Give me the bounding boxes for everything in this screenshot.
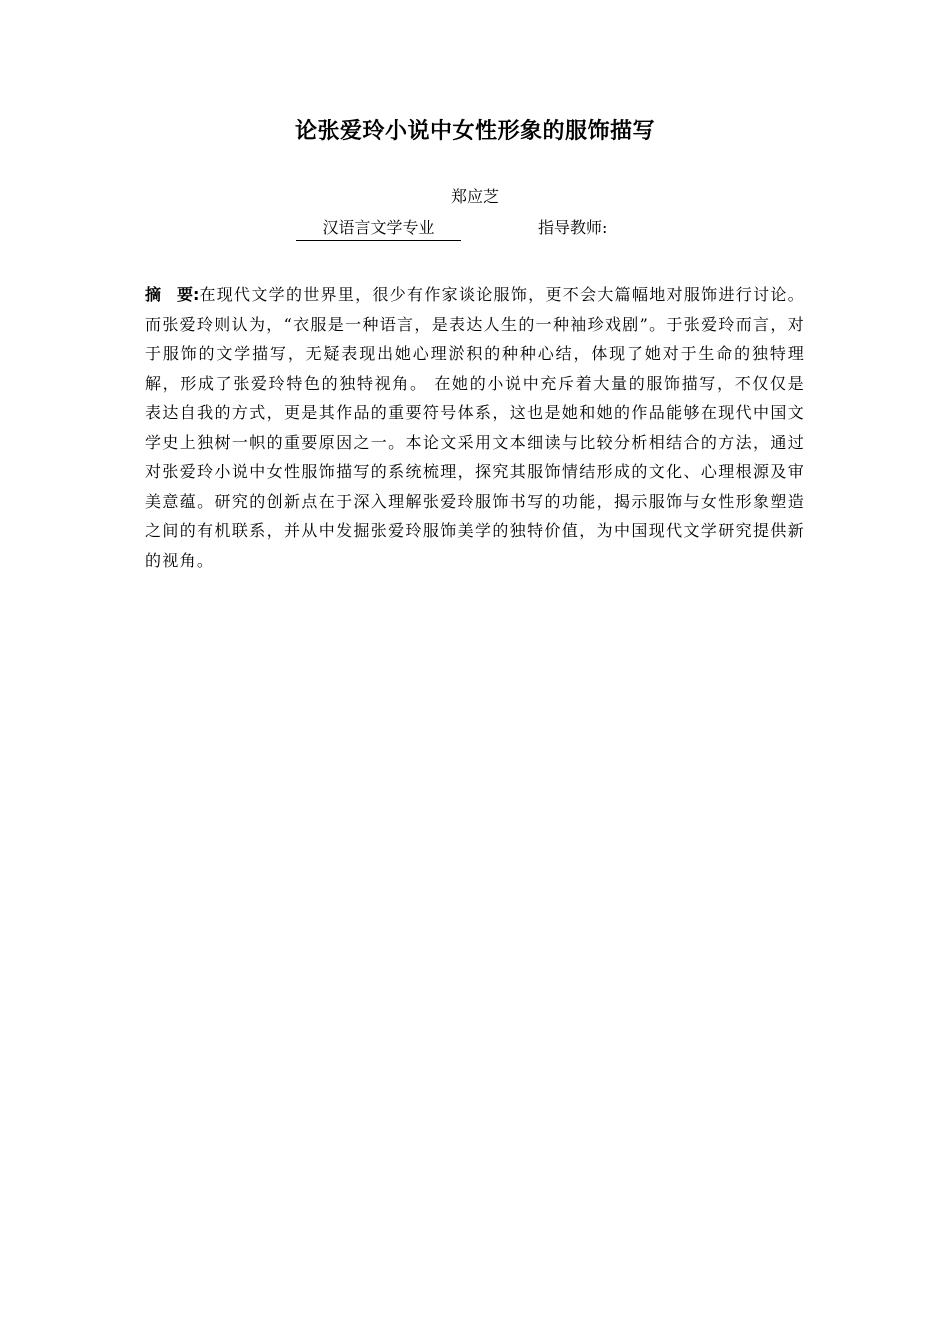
paper-title: 论张爱玲小说中女性形象的服饰描写 (294, 119, 655, 144)
author-meta-row (0, 216, 950, 242)
abstract-label (145, 285, 199, 304)
abstract-label-char1: 摘 (145, 285, 162, 304)
advisor-label: 指导教师: (538, 218, 608, 237)
author-name: 郑应芝 (450, 187, 499, 206)
abstract-label-char2: 要 (177, 285, 194, 304)
abstract-text: 在现代文学的世界里，很少有作家谈论服饰，更不会大篇幅地对服饰进行讨论。而张爱玲则认为，“衣服是一种语言，是表达人生的一种袖珍戏剧”。于张爱玲而言，对于服饰的文学描写，无疑表现出她心理淤积的种种心结，体现了她对于生命的独特理解，形成了张爱玲特色的独特视角。 在她的小说中充斥着大量的服饰描写，不仅仅是表达自我的方式，更是其作品的重要符号体系，这也是她和她的作品能够在现代中国文学史上独树一帜的重要原因之一。本论文采用文本细读与比较分析相结合的方法，通过对张爱玲小说中女性服饰描写的系统梳理，探究其服饰情结形成的文化、心理根源及审美意蕴。研究的创新点在于深入理解张爱玲服饰书写的功能，揭示服饰与女性形象塑造之间的有机联系，并从中发掘张爱玲服饰美学的独特价值，为中国现代文学研究提供新的视角。 (145, 285, 805, 570)
major-field: 汉语言文学专业 (296, 216, 461, 241)
abstract-paragraph (145, 280, 805, 575)
abstract-label-colon: : (193, 285, 200, 304)
